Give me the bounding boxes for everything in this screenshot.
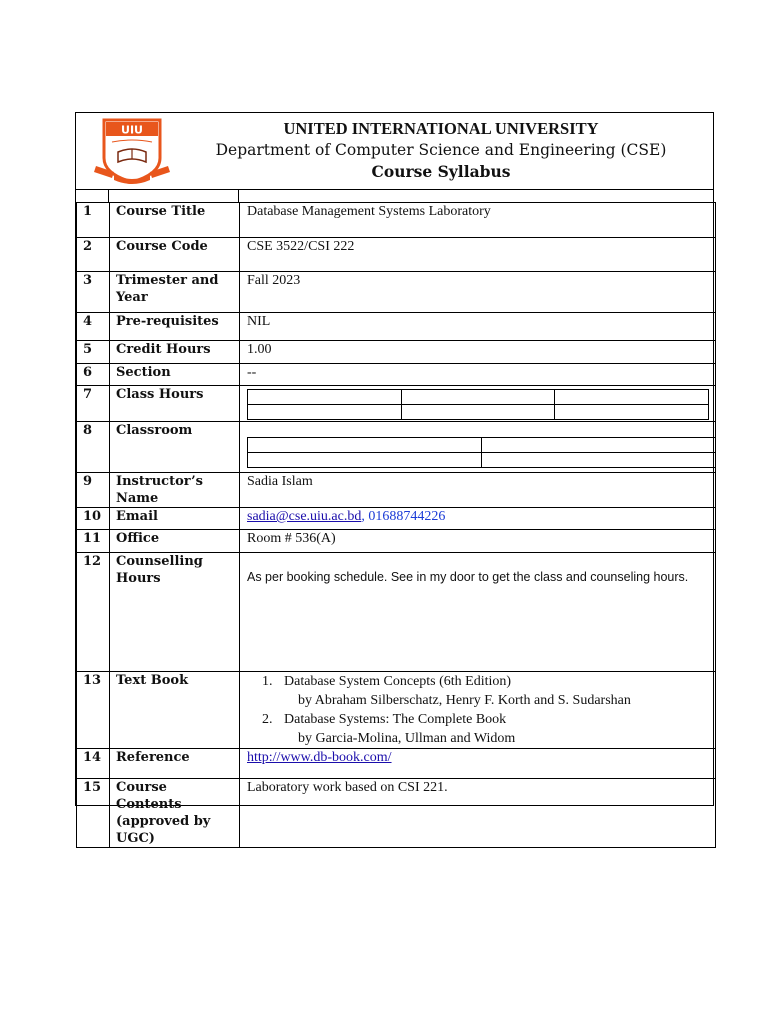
row-label: Classroom [110, 422, 240, 473]
list-item: 1. Database System Concepts (6th Edition) [262, 674, 512, 689]
table-row [77, 530, 716, 553]
row-label-line2: (approved by UGC) [116, 814, 211, 846]
grid-cell [555, 405, 709, 420]
row-label: Pre-requisites [110, 313, 240, 341]
reference-cell [240, 749, 716, 779]
list-item: by Abraham Silberschatz, Henry F. Korth and S. Sudarshan [298, 693, 631, 708]
grid-cell [401, 405, 555, 420]
classroom-cell [240, 422, 716, 473]
uiu-logo [94, 116, 170, 188]
class-hours-grid [247, 389, 709, 420]
row-label [110, 272, 240, 313]
list-item: 2. Database Systems: The Complete Book [262, 712, 507, 727]
header-strip [76, 189, 713, 203]
row-label: Class Hours [110, 386, 240, 422]
row-number: 2 [77, 238, 110, 272]
credit-hours-value: 1.00 [240, 341, 716, 364]
table-row [77, 272, 716, 313]
department-name: Department of Computer Science and Engineering (CSE) [215, 141, 667, 159]
grid-cell [401, 390, 555, 405]
row-label-line1: Trimester and [116, 273, 219, 288]
grid-cell [482, 453, 716, 468]
row-number: 3 [77, 272, 110, 313]
row-number: 8 [77, 422, 110, 473]
instructor-name-value: Sadia Islam [240, 473, 716, 508]
row-label: Text Book [110, 672, 240, 749]
email-link[interactable]: sadia@cse.uiu.ac.bd [247, 509, 362, 524]
grid-cell [248, 453, 482, 468]
row-number: 13 [77, 672, 110, 749]
list-item: by Garcia-Molina, Ullman and Widom [298, 731, 516, 746]
grid-cell [248, 390, 402, 405]
row-number: 12 [77, 553, 110, 672]
counselling-cell [240, 553, 716, 672]
row-label: Course Code [110, 238, 240, 272]
classroom-grid [247, 437, 716, 468]
table-row [77, 553, 716, 672]
row-number: 9 [77, 473, 110, 508]
table-row [77, 313, 716, 341]
textbook-list [240, 672, 715, 748]
grid-cell [248, 405, 402, 420]
table-row [77, 672, 716, 749]
row-label: Instructor’s Name [110, 473, 240, 508]
class-hours-cell [240, 386, 716, 422]
table-row [77, 749, 716, 779]
table-row [77, 386, 716, 422]
row-label: Counselling Hours [110, 553, 240, 672]
table-row [77, 779, 716, 848]
row-number: 11 [77, 530, 110, 553]
table-row [77, 238, 716, 272]
row-label-line2: Year [116, 290, 148, 305]
email-cell [240, 508, 716, 530]
logo-text: UIU [121, 123, 143, 137]
row-label: Email [110, 508, 240, 530]
table-row [77, 203, 716, 238]
syllabus-header [76, 113, 713, 190]
grid-cell [482, 438, 716, 453]
row-number: 5 [77, 341, 110, 364]
row-label: Section [110, 364, 240, 386]
row-number: 10 [77, 508, 110, 530]
university-name: UNITED INTERNATIONAL UNIVERSITY [283, 119, 599, 138]
counselling-value: As per booking schedule. See in my door to get the class and counseling hours. [247, 570, 689, 584]
table-row [77, 473, 716, 508]
table-row [77, 364, 716, 386]
office-value: Room # 536(A) [240, 530, 716, 553]
trimester-value: Fall 2023 [240, 272, 716, 313]
row-number: 1 [77, 203, 110, 238]
reference-link[interactable]: http://www.db-book.com/ [247, 750, 392, 765]
course-title-value: Database Management Systems Laboratory [240, 203, 716, 238]
course-code-value: CSE 3522/CSI 222 [240, 238, 716, 272]
table-row [77, 341, 716, 364]
prerequisites-value: NIL [240, 313, 716, 341]
grid-cell [248, 438, 482, 453]
table-row [77, 422, 716, 473]
row-label: Office [110, 530, 240, 553]
course-contents-value: Laboratory work based on CSI 221. [240, 779, 716, 848]
section-value: -- [240, 364, 716, 386]
row-label: Credit Hours [110, 341, 240, 364]
row-label [110, 779, 240, 848]
row-label-line1: Course Contents [116, 780, 182, 812]
phone-number: , 01688744226 [361, 509, 446, 524]
syllabus-table [76, 202, 716, 848]
row-number: 14 [77, 749, 110, 779]
row-label: Reference [110, 749, 240, 779]
row-number: 6 [77, 364, 110, 386]
row-number: 7 [77, 386, 110, 422]
table-row [77, 508, 716, 530]
syllabus-frame [75, 112, 714, 846]
grid-cell [555, 390, 709, 405]
document-title: Course Syllabus [371, 162, 511, 181]
row-number: 15 [77, 779, 110, 848]
textbook-cell [240, 672, 716, 749]
row-label: Course Title [110, 203, 240, 238]
row-number: 4 [77, 313, 110, 341]
